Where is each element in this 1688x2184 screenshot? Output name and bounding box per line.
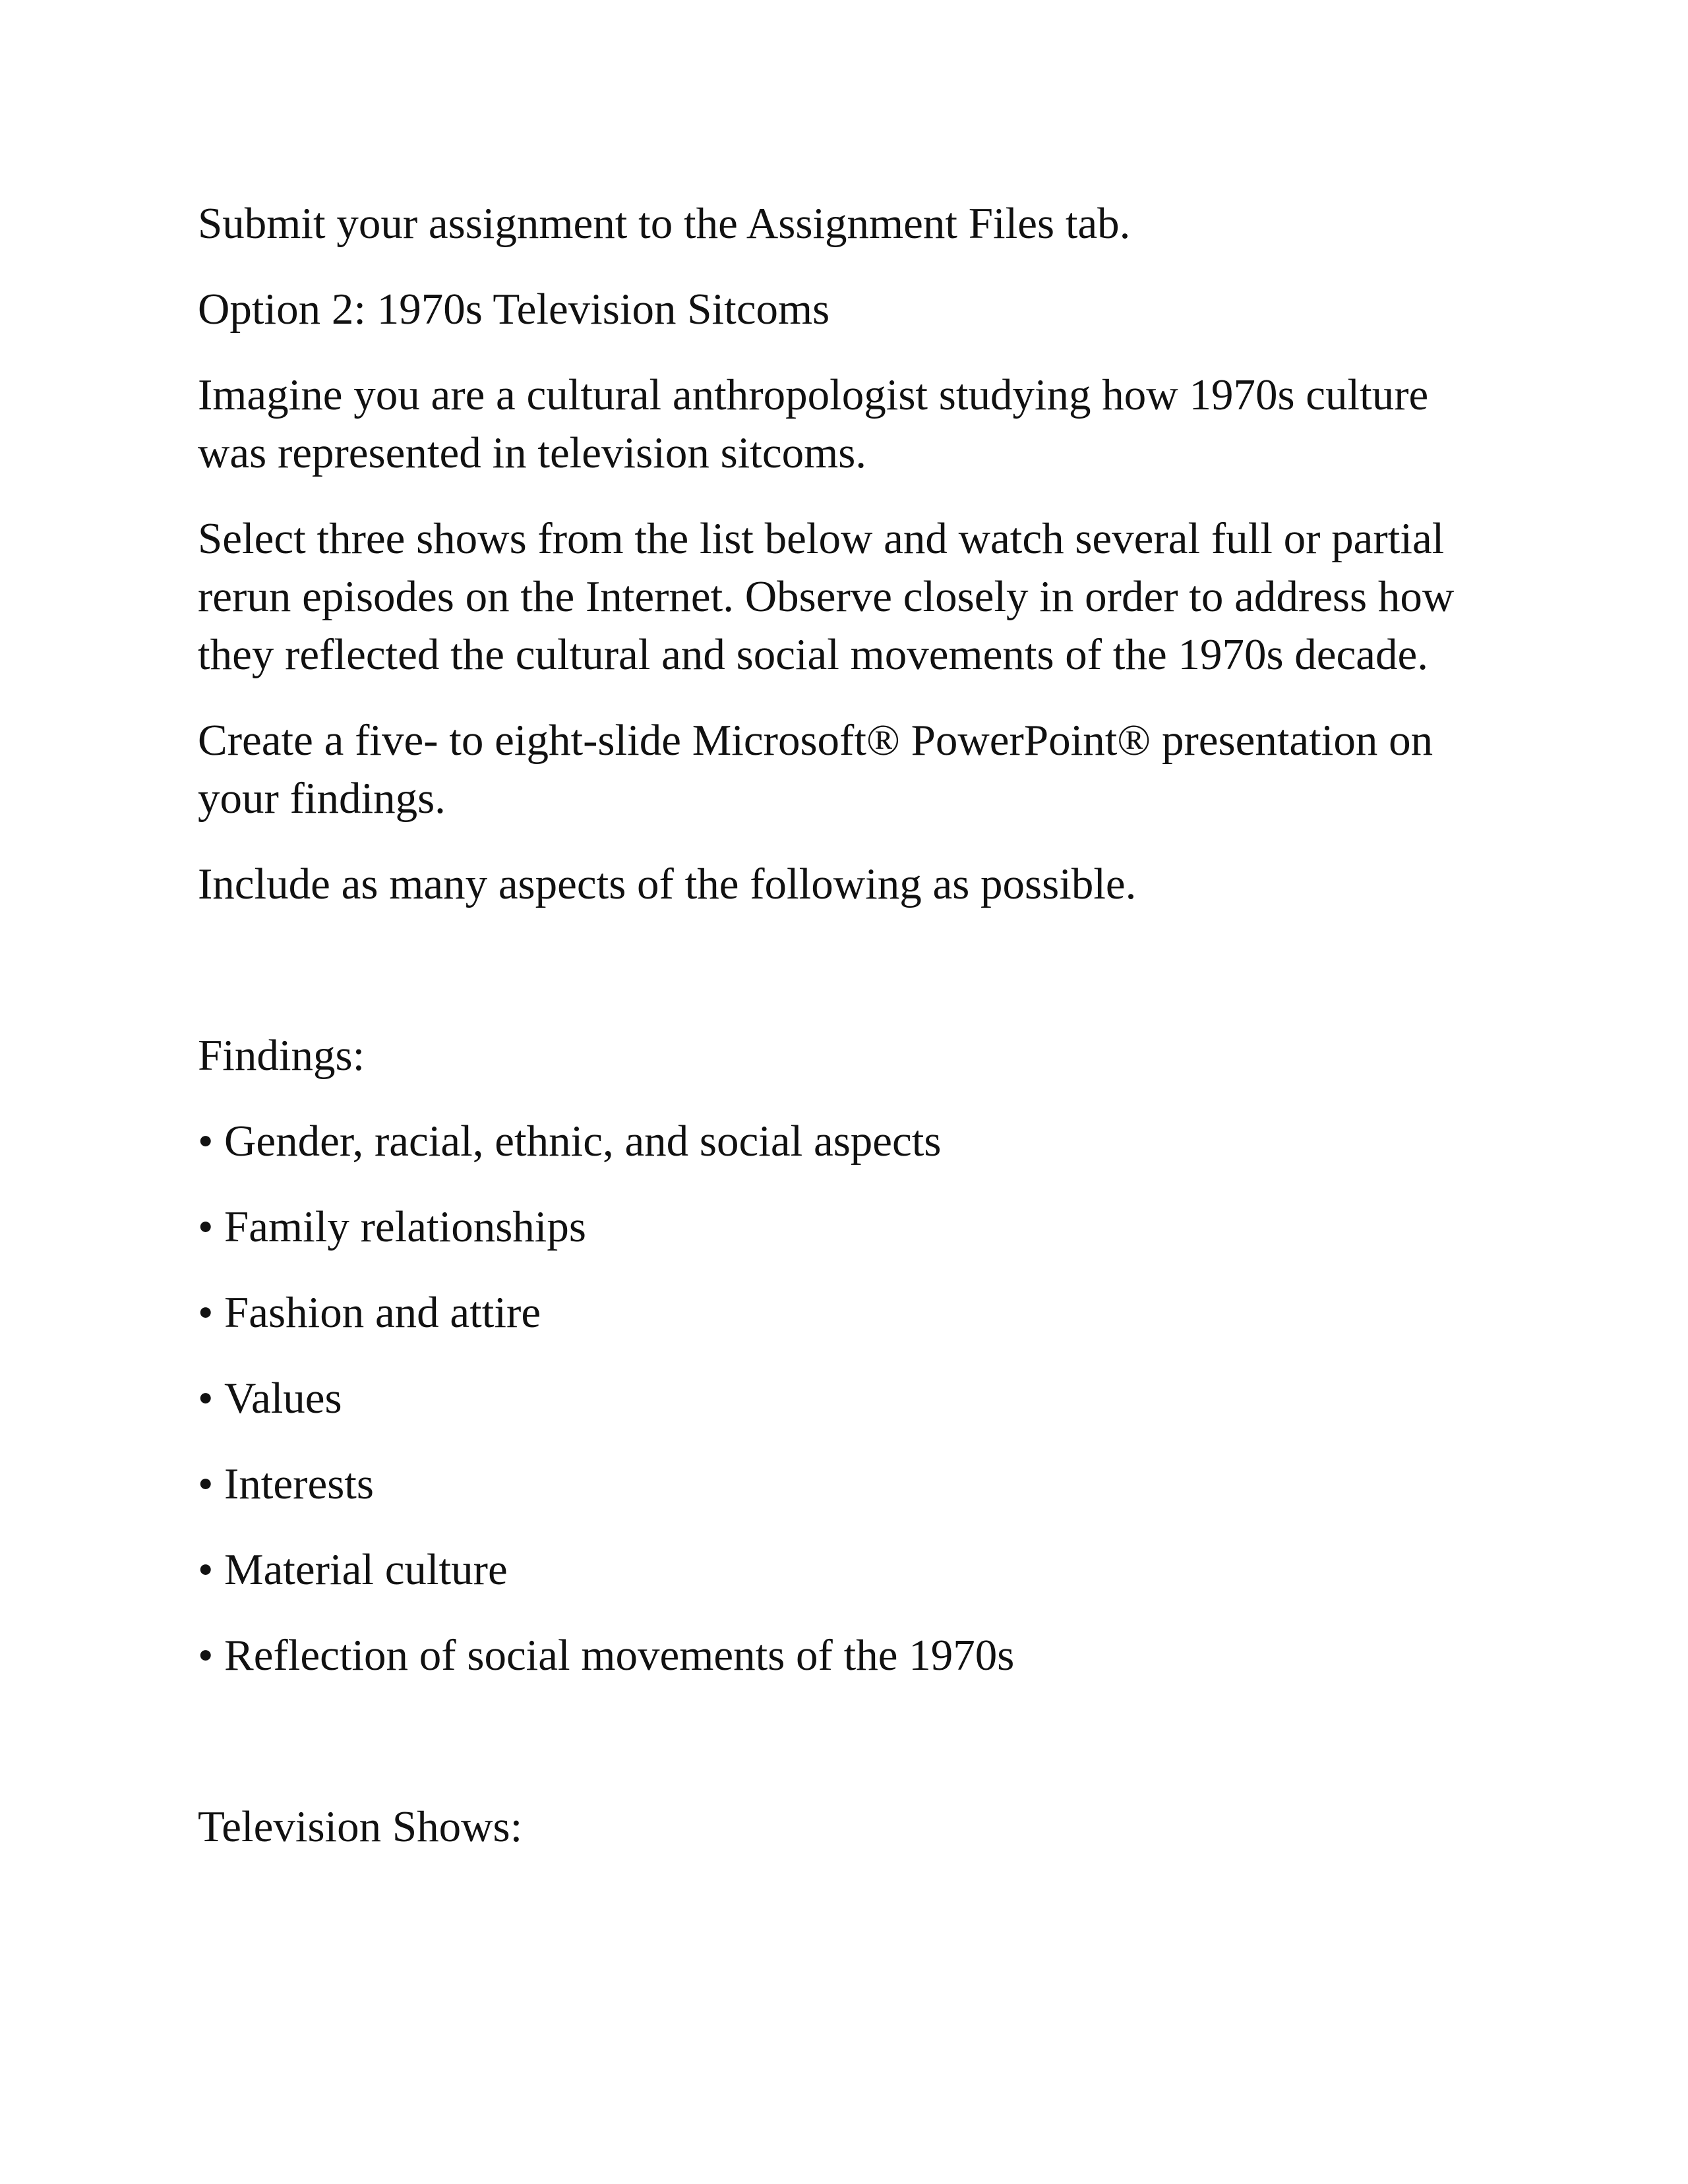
- bullet-icon: •: [198, 1374, 214, 1423]
- findings-list: [198, 1112, 1490, 1684]
- bullet-icon: •: [198, 1631, 214, 1680]
- bullet-icon: •: [198, 1117, 214, 1166]
- submission-instruction: Submit your assignment to the Assignment Files tab.: [198, 199, 1131, 248]
- list-item: • Values: [198, 1369, 1490, 1427]
- bullet-icon: •: [198, 1545, 214, 1594]
- presentation-instructions: Create a five- to eight-slide Microsoft® PowerPoint® presentation on your findings.: [198, 716, 1433, 823]
- list-item: • Fashion and attire: [198, 1284, 1490, 1342]
- list-item: • Material culture: [198, 1541, 1490, 1599]
- list-item: • Family relationships: [198, 1198, 1490, 1256]
- bullet-icon: •: [198, 1288, 214, 1337]
- list-item: • Interests: [198, 1455, 1490, 1513]
- list-item: • Gender, racial, ethnic, and social aspects: [198, 1112, 1490, 1170]
- bullet-icon: •: [198, 1460, 214, 1508]
- findings-heading: Findings:: [198, 1031, 365, 1080]
- option-title: Option 2: 1970s Television Sitcoms: [198, 285, 830, 334]
- document-body: [198, 194, 1490, 1883]
- intro-paragraph: Imagine you are a cultural anthropologist studying how 1970s culture was represented in television sitcoms.: [198, 370, 1429, 477]
- bullet-icon: •: [198, 1202, 214, 1251]
- include-aspects-text: Include as many aspects of the following as possible.: [198, 860, 1137, 908]
- list-item: • Reflection of social movements of the 1970s: [198, 1626, 1490, 1684]
- television-shows-heading: Television Shows:: [198, 1802, 523, 1851]
- selection-instructions: Select three shows from the list below and watch several full or partial rerun episodes on the Internet. Observe closely in order to address how they reflected the cultural and social movements of the 1970s decade.: [198, 514, 1455, 679]
